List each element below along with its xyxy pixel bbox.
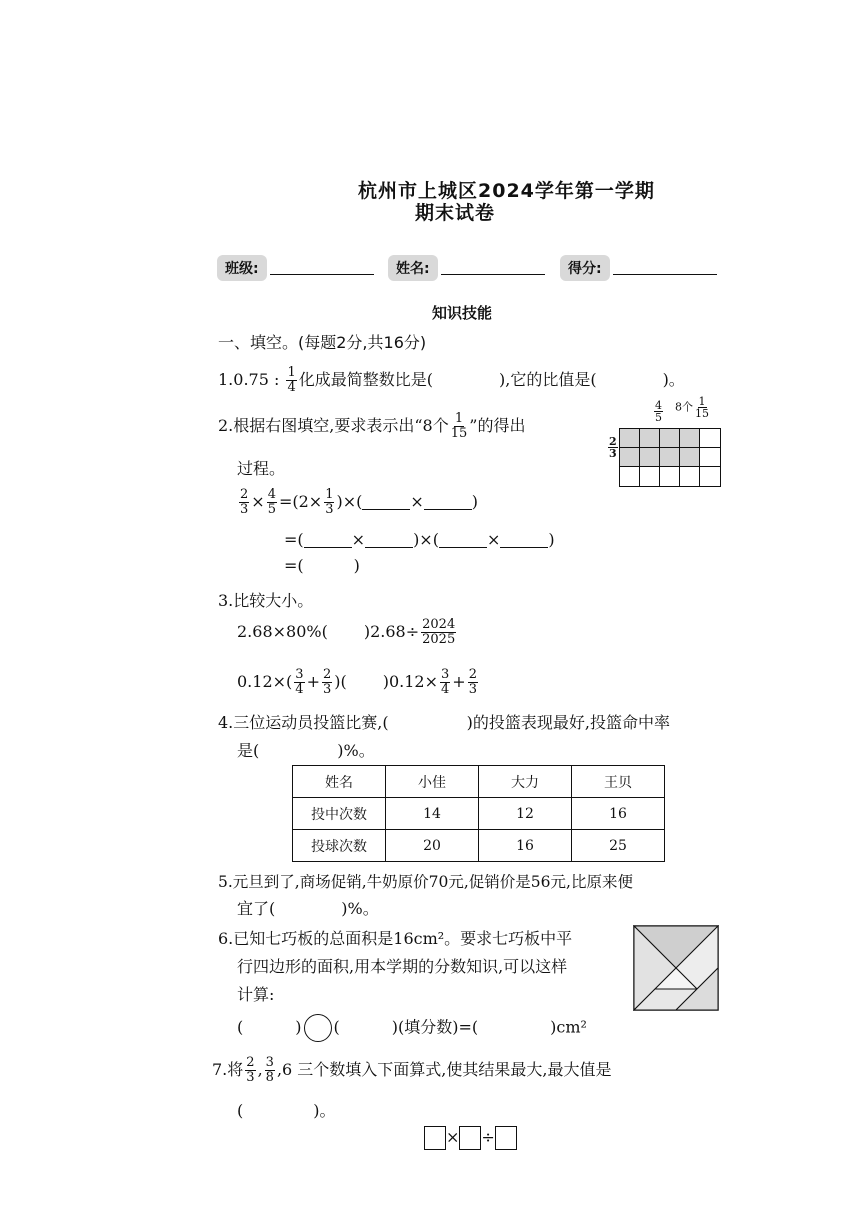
- answer-box[interactable]: [459, 1126, 481, 1150]
- page-title: 杭州市上城区2024学年第一学期: [358, 180, 655, 202]
- table-header-cell: 姓名: [293, 766, 386, 798]
- operator-circle[interactable]: [304, 1014, 332, 1042]
- question-2-cont: 过程。: [237, 459, 286, 478]
- table-cell: 16: [572, 798, 665, 830]
- table-header-cell: 大力: [479, 766, 572, 798]
- table-cell: 14: [386, 798, 479, 830]
- blank[interactable]: [304, 533, 352, 548]
- question-3b: 0.12×( $\frac{3}{4}$ + $\frac{2}{3}$ )( )0.12× $\frac{3}{4}$ + $\frac{2}{3}$: [237, 667, 477, 697]
- table-cell: 12: [479, 798, 572, 830]
- expression-boxes: × ÷: [424, 1126, 517, 1150]
- tangram-figure: [633, 925, 719, 1011]
- fraction-grid-figure: [619, 428, 721, 487]
- question-4: 4.三位运动员投篮比赛,( )的投篮表现最好,投篮命中率: [218, 713, 670, 732]
- table-row: [293, 830, 665, 862]
- page-subtitle: 期末试卷: [415, 202, 496, 224]
- table-cell: 25: [572, 830, 665, 862]
- table-cell: 16: [479, 830, 572, 862]
- question-7: 7.将 $\frac{2}{3}$ , $\frac{3}{8}$ ,6 三个数填入下面算式,使其结果最大,最大值是: [212, 1055, 612, 1085]
- figure-label-top: 8个 $\frac{1}{15}$: [675, 395, 709, 420]
- question-1: 1.0.75 : $\frac{1}{4}$ 化成最简整数比是( ),它的比值是( )。: [218, 365, 685, 395]
- answer-box[interactable]: [495, 1126, 517, 1150]
- answer-box[interactable]: [424, 1126, 446, 1150]
- question-6-cont: 行四边形的面积,用本学期的分数知识,可以这样: [237, 957, 568, 976]
- figure-label-left: $\frac{2}{3}$: [609, 435, 617, 460]
- table-header-cell: 王贝: [572, 766, 665, 798]
- table-header-cell: 小佳: [386, 766, 479, 798]
- question-3: 3.比较大小。: [218, 591, 314, 610]
- table-cell: 投球次数: [293, 830, 386, 862]
- section-subtitle: 知识技能: [432, 304, 493, 322]
- question-7-cont: ( )。: [237, 1101, 336, 1120]
- question-6: 6.已知七巧板的总面积是16cm²。要求七巧板中平: [218, 929, 573, 948]
- score-field[interactable]: [613, 256, 717, 275]
- part-title: 一、填空。(每题2分,共16分): [218, 333, 427, 352]
- question-2-line1: $\frac{2}{3}$ × $\frac{4}{5}$ =(2× $\frac{1}{3}$ )×( × ): [240, 487, 479, 517]
- question-5: 5.元旦到了,商场促销,牛奶原价70元,促销价是56元,比原来便: [218, 873, 633, 891]
- question-2-line2: =( × )×( × ): [284, 530, 555, 549]
- blank[interactable]: [365, 533, 413, 548]
- table-row: [293, 798, 665, 830]
- table-cell: 20: [386, 830, 479, 862]
- question-2: 2.根据右图填空,要求表示出“8个 $\frac{1}{15}$ ”的得出: [218, 411, 526, 441]
- question-6-cont2: 计算:: [237, 985, 275, 1004]
- figure-label-mid: $\frac{4}{5}$: [655, 399, 662, 424]
- class-label: 班级:: [217, 255, 267, 281]
- class-field[interactable]: [270, 256, 374, 275]
- blank[interactable]: [439, 533, 487, 548]
- name-label: 姓名:: [388, 255, 438, 281]
- question-2-line3: =( ): [284, 556, 360, 575]
- blank[interactable]: [362, 495, 410, 510]
- table-cell: 投中次数: [293, 798, 386, 830]
- table-header-row: [293, 766, 665, 798]
- blank[interactable]: [500, 533, 548, 548]
- score-label: 得分:: [560, 255, 610, 281]
- blank[interactable]: [424, 495, 472, 510]
- shooting-table: [292, 765, 665, 862]
- name-field[interactable]: [441, 256, 545, 275]
- question-4-cont: 是( )%。: [237, 741, 375, 760]
- question-3a: 2.68×80%( )2.68÷ $\frac{2024}{2025}$: [237, 617, 456, 647]
- question-6-line: ( ) ( )(填分数)=( )cm²: [237, 1014, 587, 1042]
- question-5-cont: 宜了( )%。: [237, 899, 379, 918]
